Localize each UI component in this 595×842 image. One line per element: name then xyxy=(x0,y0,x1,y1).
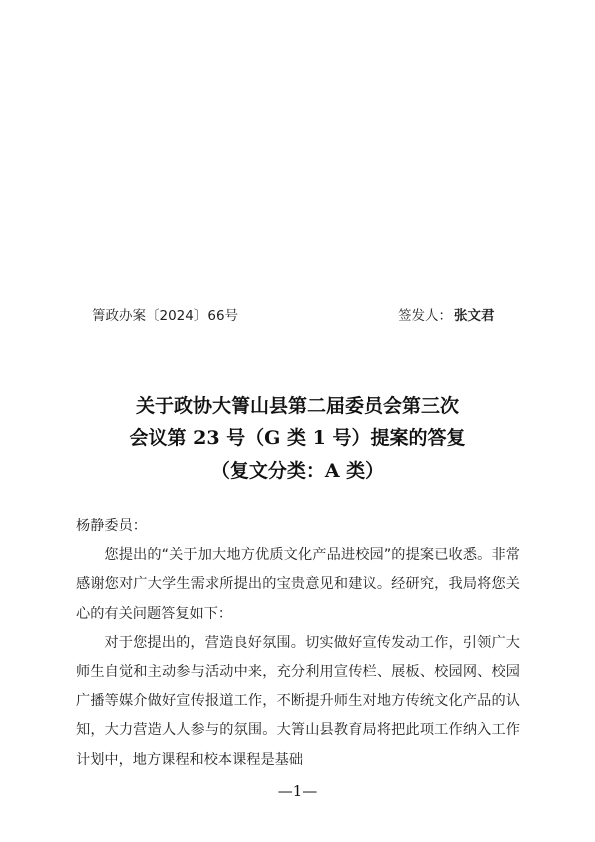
salutation: 杨静委员： xyxy=(76,518,147,534)
body-paragraph-1: 您提出的“关于加大地方优质文化产品进校园”的提案已收悉。非常感谢您对广大学生需求所提出的宝贵意见和建议。经研究，我局将您关心的有关问题答复如下： xyxy=(76,547,520,622)
page-number: —1— xyxy=(277,782,318,800)
signer-label: 签发人： xyxy=(398,308,452,324)
title-line-1: 关于政协大箐山县第二届委员会第三次 xyxy=(135,395,459,417)
title-line-3: （复文分类：A 类） xyxy=(210,460,385,482)
document-number: 箐政办案〔2024〕66号 xyxy=(92,308,239,324)
title-line-2: 会议第 23 号（G 类 1 号）提案的答复 xyxy=(129,427,466,449)
signer-name: 张文君 xyxy=(454,308,495,324)
body-paragraph-2: 对于您提出的，营造良好氛围。切实做好宣传发动工作，引领广大师生自觉和主动参与活动中来，充分利用宣传栏、展板、校园网、校园广播等媒介做好宣传报道工作，不断提升师生对地方传统文化产品的认知，大力营造人人参与的氛围。大箐山县教育局将把此项工作纳入工作计划中，地方课程和校本课程是基础 xyxy=(76,634,520,768)
document-body xyxy=(76,512,520,775)
signer-block xyxy=(398,304,495,324)
